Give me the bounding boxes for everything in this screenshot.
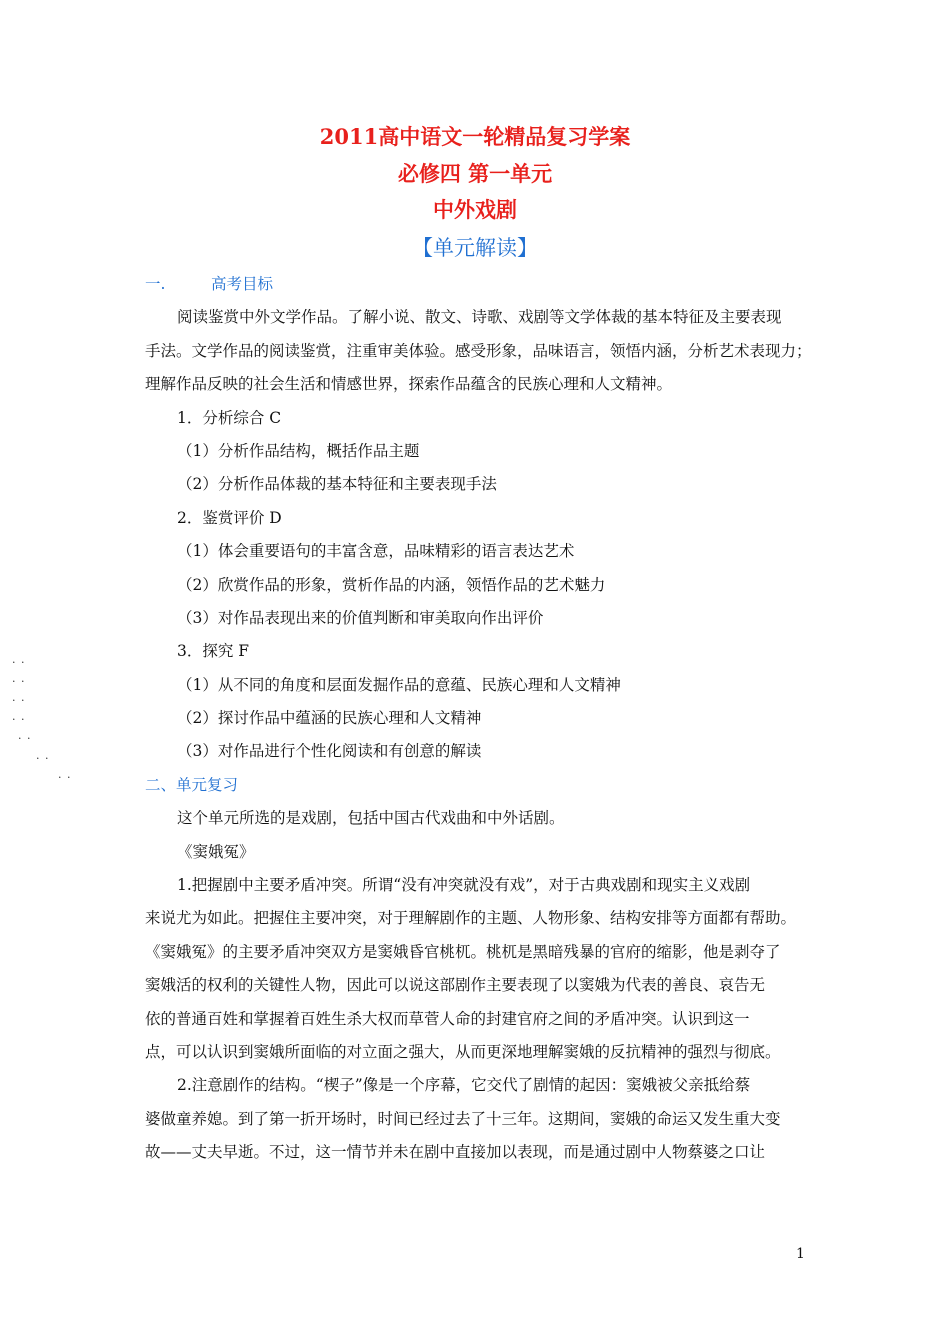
objective-sub-item: （2）分析作品体裁的基本特征和主要表现手法 (177, 475, 497, 494)
unit-reading-heading: 【单元解读】 (412, 236, 538, 260)
title-block (0, 118, 950, 264)
paragraph-line: 1.把握剧中主要矛盾冲突。所谓“没有冲突就没有戏”，对于古典戏剧和现实主义戏剧 (177, 876, 751, 895)
work-title: 《窦娥冤》 (177, 842, 255, 861)
paragraph-line: 来说尤为如此。把握住主要冲突，对于理解剧作的主题、人物形象、结构安排等方面都有帮助。 (145, 909, 797, 928)
margin-mark: . . (12, 691, 26, 704)
paragraph-line: 理解作品反映的社会生活和情感世界，探索作品蕴含的民族心理和人文精神。 (145, 375, 673, 394)
paragraph-line: 2.注意剧作的结构。“楔子”像是一个序幕，它交代了剧情的起因：窦娥被父亲抵给蔡 (177, 1076, 751, 1095)
paragraph-line: 依的普通百姓和掌握着百姓生杀大权而草菅人命的封建官府之间的矛盾冲突。认识到这一 (145, 1009, 750, 1028)
objective-sub-item: （3）对作品进行个性化阅读和有创意的解读 (177, 742, 482, 761)
page-number: 1 (796, 1246, 805, 1262)
paragraph-line: 窦娥活的权利的关键性人物，因此可以说这部剧作主要表现了以窦娥为代表的善良、哀告无 (145, 976, 766, 995)
margin-mark: . . (18, 729, 32, 742)
objective-sub-item: （1）从不同的角度和层面发掘作品的意蕴、民族心理和人文精神 (177, 675, 621, 694)
paragraph-line: 婆做童养媳。到了第一折开场时，时间已经过去了十三年。这期间，窦娥的命运又发生重大变 (145, 1109, 781, 1128)
objective-sub-item: （3）对作品表现出来的价值判断和审美取向作出评价 (177, 608, 544, 627)
document-body (145, 268, 815, 1170)
margin-mark: . . (12, 672, 26, 685)
document-subtitle-module: 必修四 第一单元 (397, 161, 553, 186)
section2-intro: 这个单元所选的是戏剧，包括中国古代戏曲和中外话剧。 (177, 809, 565, 828)
objective-sub-item: （2）欣赏作品的形象，赏析作品的内涵，领悟作品的艺术魅力 (177, 575, 606, 594)
objective-sub-item: （2）探讨作品中蕴涵的民族心理和人文精神 (177, 709, 482, 728)
paragraph-line: 点，可以认识到窦娥所面临的对立面之强大，从而更深地理解窦娥的反抗精神的强烈与彻底。 (145, 1042, 781, 1061)
document-subtitle-topic: 中外戏剧 (433, 197, 517, 222)
objective-sub-item: （1）体会重要语句的丰富含意，品味精彩的语言表达艺术 (177, 542, 575, 561)
paragraph-line: 手法。文学作品的阅读鉴赏，注重审美体验。感受形象，品味语言，领悟内涵，分析艺术表现力； (145, 341, 812, 360)
margin-mark: . . (12, 653, 26, 666)
margin-mark: . . (58, 768, 72, 781)
section1-title: 高考目标 (211, 275, 274, 293)
paragraph-line: 阅读鉴赏中外文学作品。了解小说、散文、诗歌、戏剧等文学体裁的基本特征及主要表现 (177, 308, 782, 327)
section1-heading (145, 268, 815, 301)
section1-number: 一. (145, 275, 166, 293)
document-title: 2011高中语文一轮精品复习学案 (319, 124, 631, 149)
margin-mark: . . (12, 710, 26, 723)
objective-sub-item: （1）分析作品结构，概括作品主题 (177, 441, 420, 460)
paragraph-line: 故——丈夫早逝。不过，这一情节并未在剧中直接加以表现，而是通过剧中人物蔡婆之口让 (145, 1143, 766, 1162)
objective-item: 1．分析综合 C (177, 408, 282, 427)
objective-item: 2．鉴赏评价 D (177, 508, 282, 527)
paragraph-line: 《窦娥冤》的主要矛盾冲突双方是窦娥昏官桃杌。桃杌是黑暗残暴的官府的缩影，他是剥夺了 (145, 942, 781, 961)
margin-mark: . . (36, 749, 50, 762)
section2-heading: 二、单元复习 (145, 775, 239, 794)
objective-item: 3．探究 F (177, 642, 250, 661)
